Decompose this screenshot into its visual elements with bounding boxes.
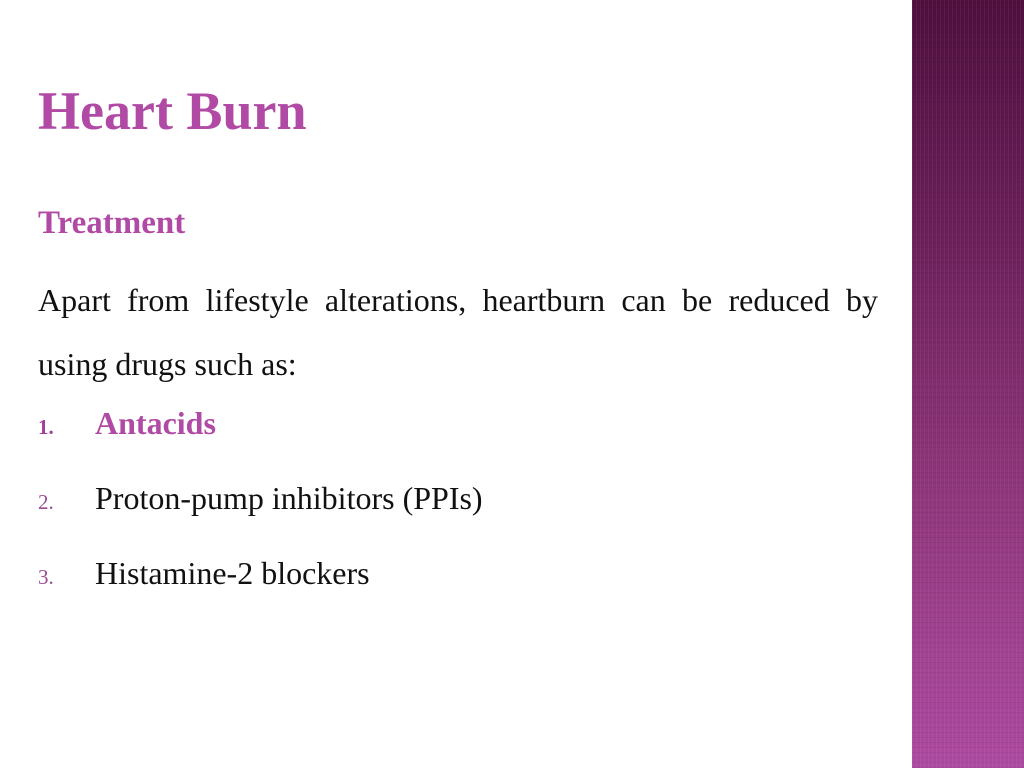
body-paragraph: Apart from lifestyle alterations, heartburn can be reduced by using drugs such as: xyxy=(38,282,878,382)
section-subheading: Treatment xyxy=(38,205,186,241)
drug-list xyxy=(38,405,483,630)
list-item-text: Antacids xyxy=(95,405,216,441)
slide-title: Heart Burn xyxy=(38,81,307,141)
list-item-text: Histamine-2 blockers xyxy=(95,555,370,591)
list-item xyxy=(38,480,483,555)
list-number: 3. xyxy=(38,565,54,589)
side-panel-texture xyxy=(912,0,1024,768)
list-number: 2. xyxy=(38,490,54,514)
decorative-side-panel xyxy=(912,0,1024,768)
list-item xyxy=(38,555,483,630)
list-item-text: Proton-pump inhibitors (PPIs) xyxy=(95,480,483,516)
list-item xyxy=(38,405,483,480)
list-number: 1. xyxy=(38,415,54,439)
